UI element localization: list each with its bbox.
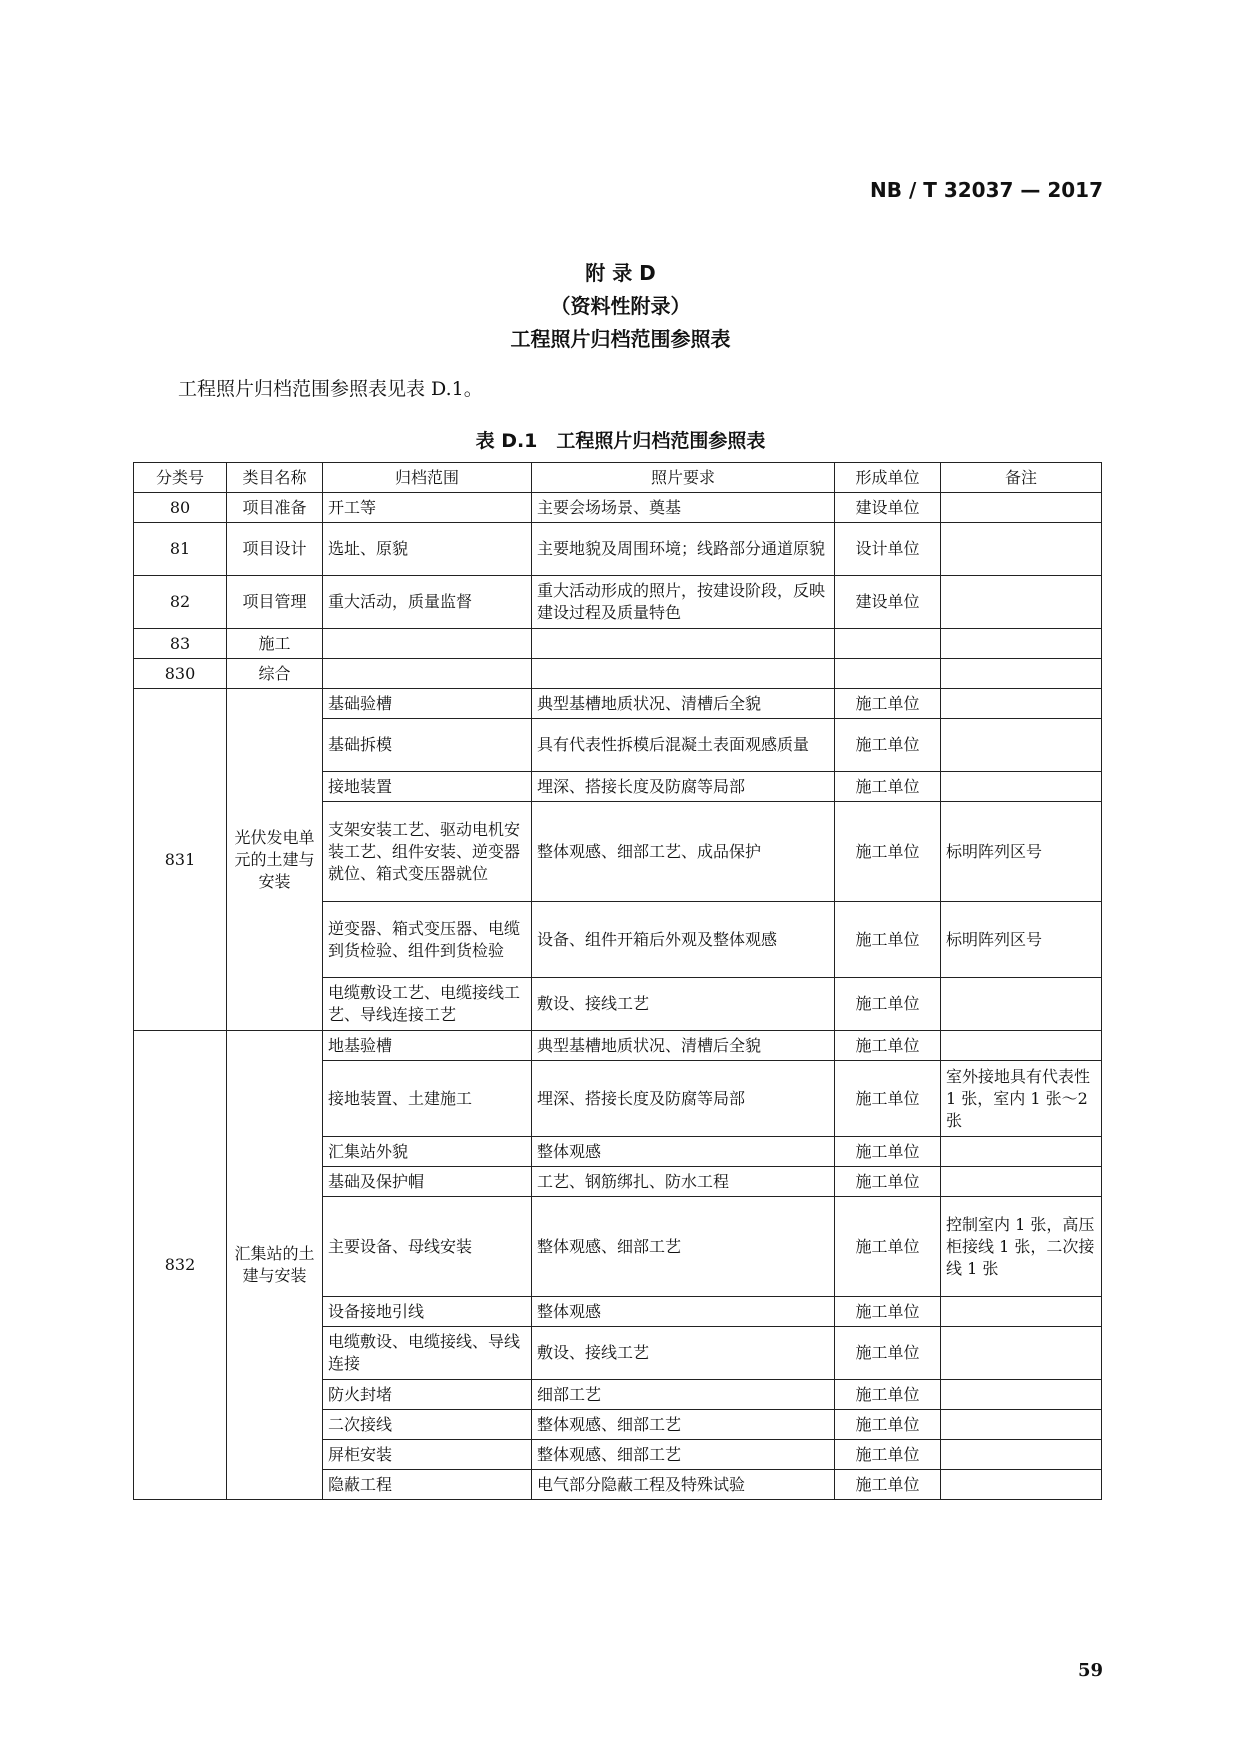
cell-requirement: 埋深、搭接长度及防腐等局部 bbox=[532, 772, 835, 802]
cell-note bbox=[941, 1380, 1102, 1410]
cell-unit bbox=[835, 659, 941, 689]
cell-note bbox=[941, 1470, 1102, 1500]
cell-category: 项目准备 bbox=[227, 493, 323, 523]
cell-unit: 施工单位 bbox=[835, 802, 941, 902]
cell-category-group: 光伏发电单元的土建与安装 bbox=[227, 689, 323, 1031]
cell-scope bbox=[323, 629, 532, 659]
cell-note bbox=[941, 523, 1102, 576]
cell-code: 80 bbox=[134, 493, 227, 523]
cell-requirement: 典型基槽地质状况、清槽后全貌 bbox=[532, 1031, 835, 1061]
header-scope: 归档范围 bbox=[323, 463, 532, 493]
cell-scope: 屏柜安装 bbox=[323, 1440, 532, 1470]
cell-requirement: 工艺、钢筋绑扎、防水工程 bbox=[532, 1167, 835, 1197]
cell-note bbox=[941, 1137, 1102, 1167]
cell-note bbox=[941, 576, 1102, 629]
cell-requirement bbox=[532, 659, 835, 689]
cell-code: 830 bbox=[134, 659, 227, 689]
cell-scope: 电缆敷设、电缆接线、导线连接 bbox=[323, 1327, 532, 1380]
cell-scope: 基础拆模 bbox=[323, 719, 532, 772]
cell-category: 项目设计 bbox=[227, 523, 323, 576]
standard-number: NB / T 32037 — 2017 bbox=[870, 178, 1103, 202]
cell-note bbox=[941, 719, 1102, 772]
cell-code: 83 bbox=[134, 629, 227, 659]
table-row bbox=[134, 689, 1102, 719]
cell-code-group: 832 bbox=[134, 1031, 227, 1500]
appendix-name: 工程照片归档范围参照表 bbox=[510, 327, 731, 351]
cell-requirement: 重大活动形成的照片，按建设阶段，反映建设过程及质量特色 bbox=[532, 576, 835, 629]
appendix-subtitle: （资料性附录） bbox=[550, 294, 691, 318]
cell-unit: 施工单位 bbox=[835, 1410, 941, 1440]
cell-requirement: 整体观感、细部工艺、成品保护 bbox=[532, 802, 835, 902]
cell-unit: 施工单位 bbox=[835, 772, 941, 802]
cell-note: 标明阵列区号 bbox=[941, 902, 1102, 978]
cell-note: 控制室内 1 张，高压柜接线 1 张，二次接线 1 张 bbox=[941, 1197, 1102, 1297]
photo-archive-table bbox=[133, 462, 1102, 1500]
cell-note bbox=[941, 1327, 1102, 1380]
table-row bbox=[134, 659, 1102, 689]
page-number: 59 bbox=[1077, 1660, 1103, 1681]
cell-unit: 设计单位 bbox=[835, 523, 941, 576]
cell-unit: 施工单位 bbox=[835, 689, 941, 719]
cell-requirement: 主要地貌及周围环境；线路部分通道原貌 bbox=[532, 523, 835, 576]
table-row bbox=[134, 493, 1102, 523]
cell-requirement: 埋深、搭接长度及防腐等局部 bbox=[532, 1061, 835, 1137]
intro-paragraph: 工程照片归档范围参照表见表 D.1。 bbox=[178, 378, 483, 400]
cell-unit: 施工单位 bbox=[835, 719, 941, 772]
cell-unit: 施工单位 bbox=[835, 1031, 941, 1061]
cell-requirement: 整体观感、细部工艺 bbox=[532, 1410, 835, 1440]
cell-scope: 逆变器、箱式变压器、电缆到货检验、组件到货检验 bbox=[323, 902, 532, 978]
cell-note bbox=[941, 689, 1102, 719]
cell-scope: 接地装置 bbox=[323, 772, 532, 802]
cell-scope: 支架安装工艺、驱动电机安装工艺、组件安装、逆变器就位、箱式变压器就位 bbox=[323, 802, 532, 902]
cell-unit: 施工单位 bbox=[835, 1440, 941, 1470]
cell-requirement: 敷设、接线工艺 bbox=[532, 1327, 835, 1380]
cell-unit bbox=[835, 629, 941, 659]
cell-unit: 施工单位 bbox=[835, 1137, 941, 1167]
cell-scope: 基础及保护帽 bbox=[323, 1167, 532, 1197]
cell-category: 综合 bbox=[227, 659, 323, 689]
header-note: 备注 bbox=[941, 463, 1102, 493]
table-row bbox=[134, 576, 1102, 629]
cell-note bbox=[941, 1440, 1102, 1470]
appendix-title: 附 录 D bbox=[585, 261, 656, 285]
cell-unit: 施工单位 bbox=[835, 1197, 941, 1297]
cell-requirement: 设备、组件开箱后外观及整体观感 bbox=[532, 902, 835, 978]
cell-unit: 施工单位 bbox=[835, 978, 941, 1031]
cell-note bbox=[941, 493, 1102, 523]
cell-requirement: 整体观感 bbox=[532, 1297, 835, 1327]
cell-unit: 建设单位 bbox=[835, 493, 941, 523]
cell-scope: 地基验槽 bbox=[323, 1031, 532, 1061]
cell-requirement: 主要会场场景、奠基 bbox=[532, 493, 835, 523]
cell-note: 室外接地具有代表性 1 张，室内 1 张～2 张 bbox=[941, 1061, 1102, 1137]
cell-unit: 施工单位 bbox=[835, 1327, 941, 1380]
header-unit: 形成单位 bbox=[835, 463, 941, 493]
cell-requirement: 具有代表性拆模后混凝土表面观感质量 bbox=[532, 719, 835, 772]
cell-scope: 防火封堵 bbox=[323, 1380, 532, 1410]
table-row bbox=[134, 629, 1102, 659]
header-code: 分类号 bbox=[134, 463, 227, 493]
cell-unit: 施工单位 bbox=[835, 1061, 941, 1137]
cell-unit: 施工单位 bbox=[835, 902, 941, 978]
cell-scope: 二次接线 bbox=[323, 1410, 532, 1440]
table-row bbox=[134, 523, 1102, 576]
header-requirement: 照片要求 bbox=[532, 463, 835, 493]
cell-requirement: 整体观感、细部工艺 bbox=[532, 1440, 835, 1470]
cell-scope: 电缆敷设工艺、电缆接线工艺、导线连接工艺 bbox=[323, 978, 532, 1031]
cell-note bbox=[941, 629, 1102, 659]
cell-note bbox=[941, 1167, 1102, 1197]
cell-scope: 开工等 bbox=[323, 493, 532, 523]
cell-category-group: 汇集站的土建与安装 bbox=[227, 1031, 323, 1500]
cell-requirement: 电气部分隐蔽工程及特殊试验 bbox=[532, 1470, 835, 1500]
table-row bbox=[134, 1031, 1102, 1061]
cell-scope: 选址、原貌 bbox=[323, 523, 532, 576]
cell-note bbox=[941, 1297, 1102, 1327]
cell-scope: 汇集站外貌 bbox=[323, 1137, 532, 1167]
cell-code-group: 831 bbox=[134, 689, 227, 1031]
cell-unit: 施工单位 bbox=[835, 1167, 941, 1197]
cell-scope: 隐蔽工程 bbox=[323, 1470, 532, 1500]
cell-requirement: 细部工艺 bbox=[532, 1380, 835, 1410]
cell-note bbox=[941, 1031, 1102, 1061]
appendix-heading bbox=[0, 257, 1241, 356]
cell-requirement: 敷设、接线工艺 bbox=[532, 978, 835, 1031]
cell-requirement: 典型基槽地质状况、清槽后全貌 bbox=[532, 689, 835, 719]
cell-note bbox=[941, 1410, 1102, 1440]
header-category: 类目名称 bbox=[227, 463, 323, 493]
cell-unit: 施工单位 bbox=[835, 1470, 941, 1500]
cell-requirement: 整体观感、细部工艺 bbox=[532, 1197, 835, 1297]
cell-requirement: 整体观感 bbox=[532, 1137, 835, 1167]
cell-requirement bbox=[532, 629, 835, 659]
cell-note: 标明阵列区号 bbox=[941, 802, 1102, 902]
cell-unit: 施工单位 bbox=[835, 1380, 941, 1410]
cell-scope: 基础验槽 bbox=[323, 689, 532, 719]
table-caption: 表 D.1 工程照片归档范围参照表 bbox=[475, 430, 766, 452]
cell-category: 项目管理 bbox=[227, 576, 323, 629]
cell-code: 81 bbox=[134, 523, 227, 576]
cell-category: 施工 bbox=[227, 629, 323, 659]
cell-note bbox=[941, 772, 1102, 802]
cell-scope bbox=[323, 659, 532, 689]
cell-unit: 施工单位 bbox=[835, 1297, 941, 1327]
cell-note bbox=[941, 659, 1102, 689]
cell-code: 82 bbox=[134, 576, 227, 629]
table-header-row bbox=[134, 463, 1102, 493]
cell-note bbox=[941, 978, 1102, 1031]
cell-scope: 主要设备、母线安装 bbox=[323, 1197, 532, 1297]
cell-scope: 设备接地引线 bbox=[323, 1297, 532, 1327]
cell-scope: 接地装置、土建施工 bbox=[323, 1061, 532, 1137]
cell-unit: 建设单位 bbox=[835, 576, 941, 629]
cell-scope: 重大活动，质量监督 bbox=[323, 576, 532, 629]
